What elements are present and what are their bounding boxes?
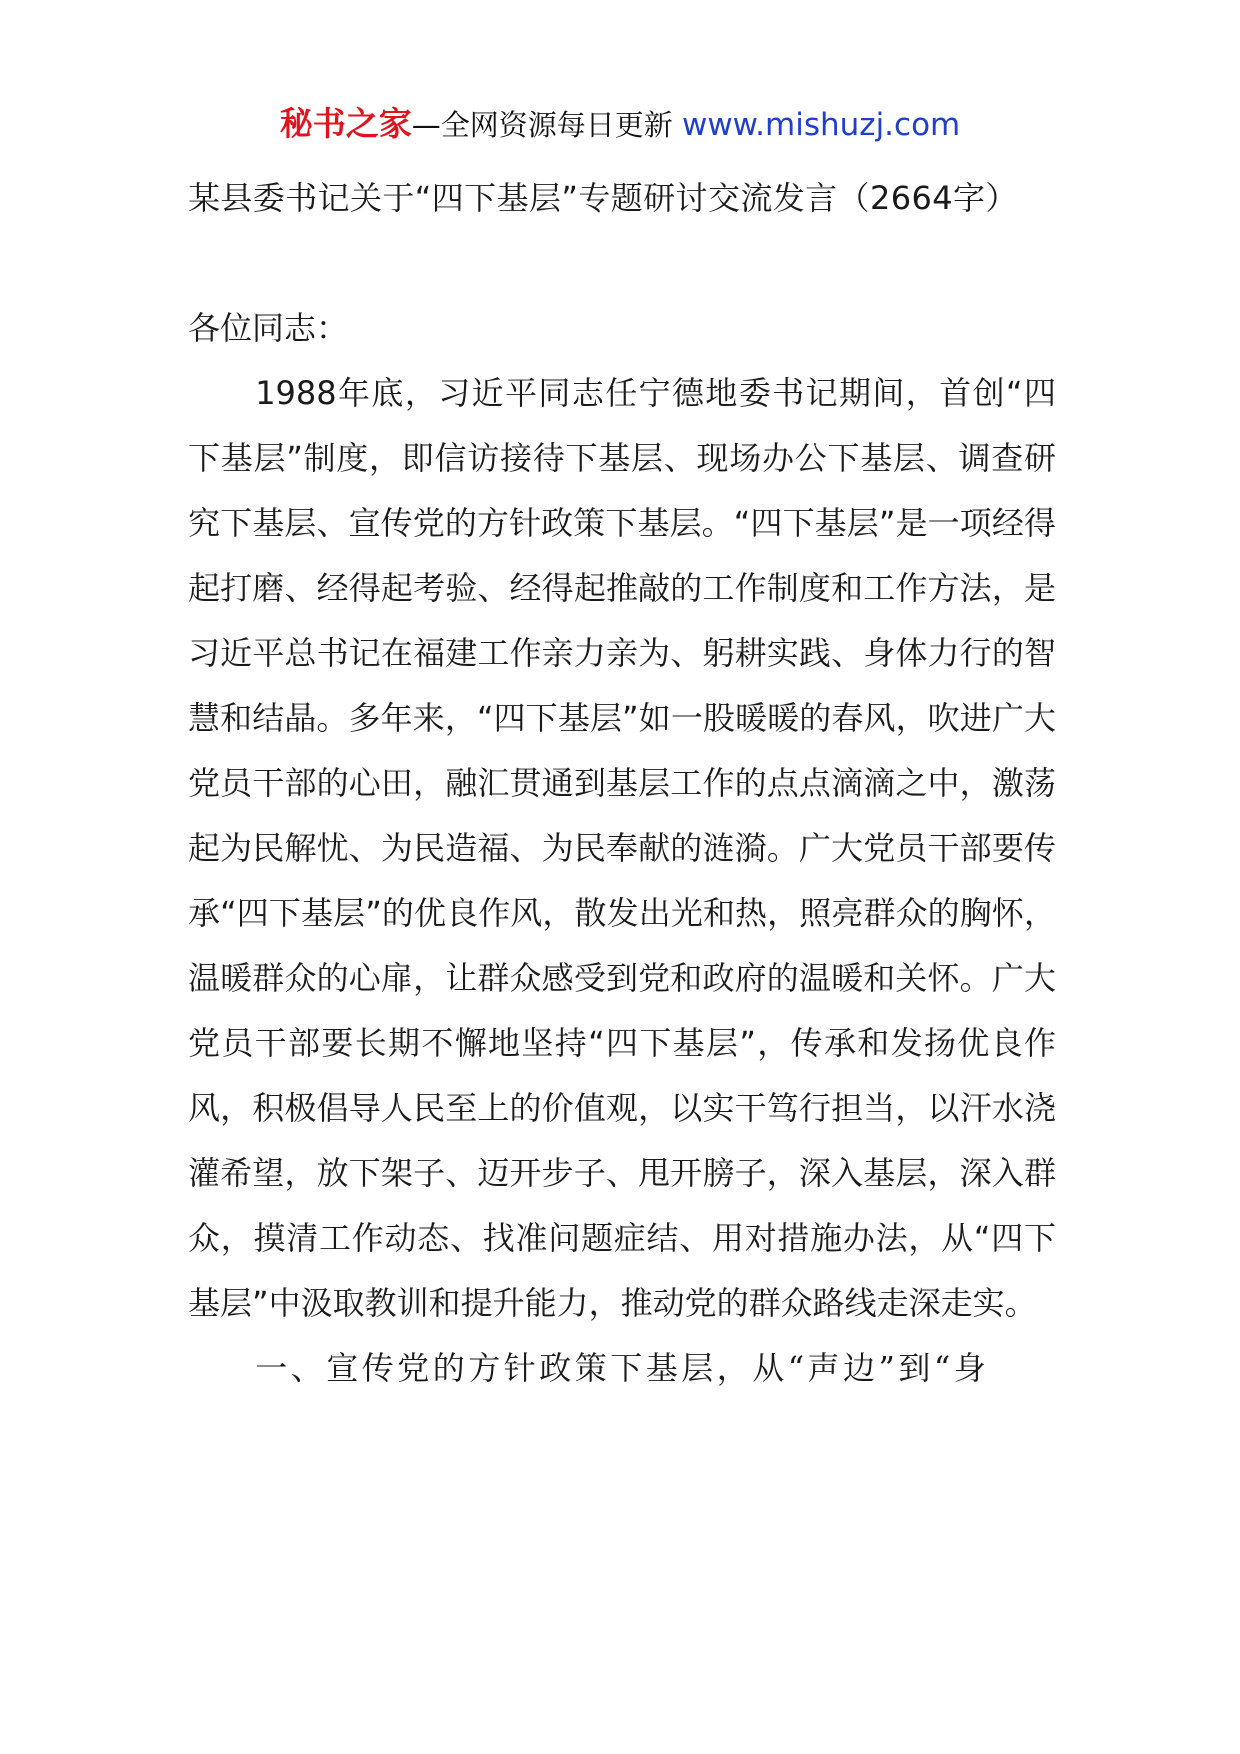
paragraph-intro: 1988年底，习近平同志任宁德地委书记期间，首创“四下基层”制度，即信访接待下基层、现场办公下基层、调查研究下基层、宣传党的方针政策下基层。“四下基层”是一项经得起打磨、经得起考验、经得起推敲的工作制度和工作方法，是习近平总书记在福建工作亲力亲为、躬耕实践、身体力行的智慧和结晶。多年来，“四下基层”如一股暖暖的春风，吹进广大党员干部的心田，融汇贯通到基层工作的点点滴滴之中，激荡起为民解忧、为民造福、为民奉献的涟漪。广大党员干部要传承“四下基层”的优良作风，散发出光和热，照亮群众的胸怀，温暖群众的心扉，让群众感受到党和政府的温暖和关怀。广大党员干部要长期不懈地坚持“四下基层”，传承和发扬优良作风，积极倡导人民至上的价值观，以实干笃行担当，以汗水浇灌希望，放下架子、迈开步子、甩开膀子，深入基层，深入群众，摸清工作动态、找准问题症结、用对措施办法，从“四下基层”中汲取教训和提升能力，推动党的群众路线走深走实。: [188, 374, 1056, 1322]
greeting: 各位同志：: [188, 309, 349, 347]
document-body: [188, 166, 1056, 1401]
site-url-link[interactable]: www.mishuzj.com: [681, 107, 961, 143]
brand-name: 秘书之家: [279, 104, 412, 143]
site-header: [0, 104, 1240, 146]
document-title: 某县委书记关于“四下基层”专题研讨交流发言（2664字）: [188, 179, 1018, 217]
blank-line: [188, 231, 1056, 296]
site-slogan: —全网资源每日更新: [411, 108, 682, 142]
section-heading-1: 一、宣传党的方针政策下基层，从“声边”到“身: [255, 1349, 990, 1387]
